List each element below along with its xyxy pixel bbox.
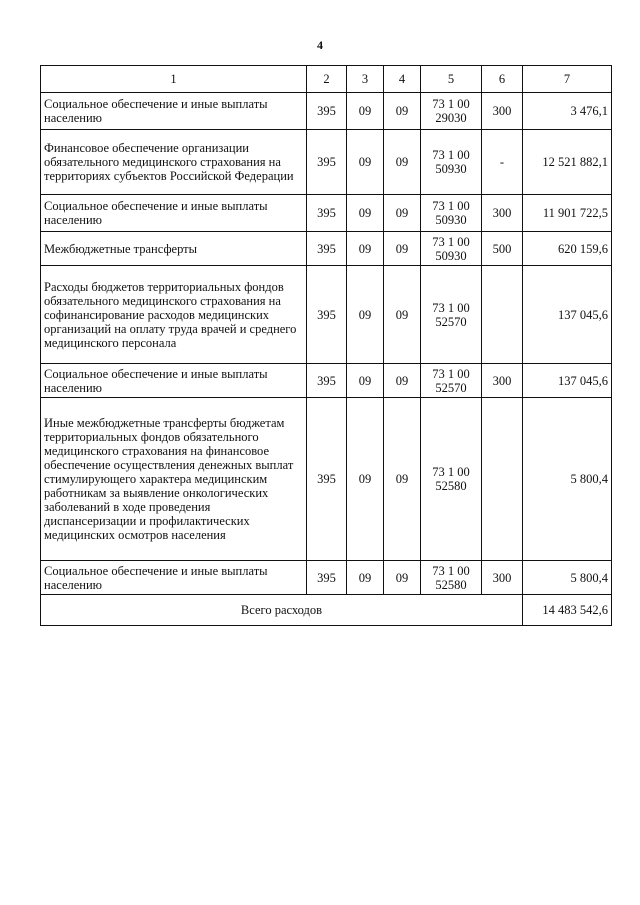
table-row <box>41 195 612 232</box>
row-col4: 09 <box>384 364 421 398</box>
row-code-line2: 52580 <box>435 577 467 592</box>
row-amount: 5 800,4 <box>523 561 612 595</box>
row-col6: 300 <box>482 561 523 595</box>
row-col6: 500 <box>482 232 523 266</box>
row-name: Социальное обеспечение и иные выплаты населению <box>41 561 307 595</box>
table-row <box>41 398 612 561</box>
row-col3: 09 <box>347 398 384 561</box>
column-header: 4 <box>384 66 421 93</box>
row-code-line2: 52570 <box>435 380 467 395</box>
row-code-line2: 52570 <box>435 314 467 329</box>
column-header: 7 <box>523 66 612 93</box>
row-col6 <box>482 398 523 561</box>
column-header: 5 <box>421 66 482 93</box>
row-col6: 300 <box>482 195 523 232</box>
row-amount: 11 901 722,5 <box>523 195 612 232</box>
row-col4: 09 <box>384 266 421 364</box>
row-code-line1: 73 1 00 <box>432 300 470 315</box>
row-name: Иные межбюджетные трансферты бюджетам территориальных фондов обязательного медицинского страхования на финансовое обеспечение осуществления денежных выплат стимулирующего характера медицинским работникам за выявление онкологических заболеваний в ходе проведения диспансеризации и профилактических медицинских осмотров населения <box>41 398 307 561</box>
table-row <box>41 364 612 398</box>
row-name: Межбюджетные трансферты <box>41 232 307 266</box>
column-header: 3 <box>347 66 384 93</box>
row-col3: 09 <box>347 266 384 364</box>
row-col3: 09 <box>347 130 384 195</box>
row-name: Социальное обеспечение и иные выплаты населению <box>41 195 307 232</box>
row-amount: 5 800,4 <box>523 398 612 561</box>
row-col3: 09 <box>347 561 384 595</box>
page-number: 4 <box>317 38 323 52</box>
row-code-line2: 50930 <box>435 162 467 176</box>
row-amount: 3 476,1 <box>523 93 612 130</box>
row-code-line2: 50930 <box>435 213 467 227</box>
row-name: Расходы бюджетов территориальных фондов обязательного медицинского страхования на софинансирование расходов медицинских организаций на оплату труда врачей и среднего медицинского персонала <box>41 266 307 364</box>
row-code <box>421 232 482 266</box>
row-code-line2: 52580 <box>435 479 467 493</box>
total-row <box>41 595 612 626</box>
header-row <box>41 66 612 93</box>
row-col2: 395 <box>307 93 347 130</box>
row-amount: 620 159,6 <box>523 232 612 266</box>
row-col2: 395 <box>307 130 347 195</box>
row-code-line1: 73 1 00 <box>432 234 470 249</box>
row-col2: 395 <box>307 195 347 232</box>
column-header: 1 <box>41 66 307 93</box>
row-code-line1: 73 1 00 <box>432 366 470 381</box>
row-code-line1: 73 1 00 <box>432 465 470 479</box>
row-code-line1: 73 1 00 <box>432 199 470 213</box>
row-code <box>421 93 482 130</box>
row-col6: 300 <box>482 93 523 130</box>
row-col4: 09 <box>384 561 421 595</box>
row-col4: 09 <box>384 232 421 266</box>
total-label: Всего расходов <box>41 595 523 626</box>
column-header: 6 <box>482 66 523 93</box>
row-col4: 09 <box>384 93 421 130</box>
table-row <box>41 130 612 195</box>
row-col4: 09 <box>384 195 421 232</box>
row-col2: 395 <box>307 398 347 561</box>
row-name: Финансовое обеспечение организации обязательного медицинского страхования на территориях субъектов Российской Федерации <box>41 130 307 195</box>
row-col6: - <box>482 130 523 195</box>
row-code-line1: 73 1 00 <box>432 563 470 578</box>
row-col4: 09 <box>384 130 421 195</box>
row-col2: 395 <box>307 364 347 398</box>
row-name: Социальное обеспечение и иные выплаты населению <box>41 364 307 398</box>
row-code <box>421 561 482 595</box>
row-col3: 09 <box>347 93 384 130</box>
row-code-line1: 73 1 00 <box>432 97 470 111</box>
row-col3: 09 <box>347 195 384 232</box>
expenditure-table <box>40 65 612 626</box>
row-amount: 12 521 882,1 <box>523 130 612 195</box>
total-amount: 14 483 542,6 <box>523 595 612 626</box>
row-code-line2: 29030 <box>435 111 467 125</box>
row-code <box>421 364 482 398</box>
row-amount: 137 045,6 <box>523 364 612 398</box>
column-header: 2 <box>307 66 347 93</box>
row-col4: 09 <box>384 398 421 561</box>
row-code <box>421 130 482 195</box>
row-col3: 09 <box>347 364 384 398</box>
row-col6: 300 <box>482 364 523 398</box>
table-row <box>41 266 612 364</box>
row-code-line2: 50930 <box>435 248 467 263</box>
row-code <box>421 266 482 364</box>
row-code-line1: 73 1 00 <box>432 148 470 162</box>
table-row <box>41 232 612 266</box>
row-col2: 395 <box>307 266 347 364</box>
row-name: Социальное обеспечение и иные выплаты населению <box>41 93 307 130</box>
table-row <box>41 561 612 595</box>
row-amount: 137 045,6 <box>523 266 612 364</box>
row-col2: 395 <box>307 561 347 595</box>
row-code <box>421 195 482 232</box>
row-code <box>421 398 482 561</box>
row-col6 <box>482 266 523 364</box>
row-col2: 395 <box>307 232 347 266</box>
row-col3: 09 <box>347 232 384 266</box>
table-row <box>41 93 612 130</box>
